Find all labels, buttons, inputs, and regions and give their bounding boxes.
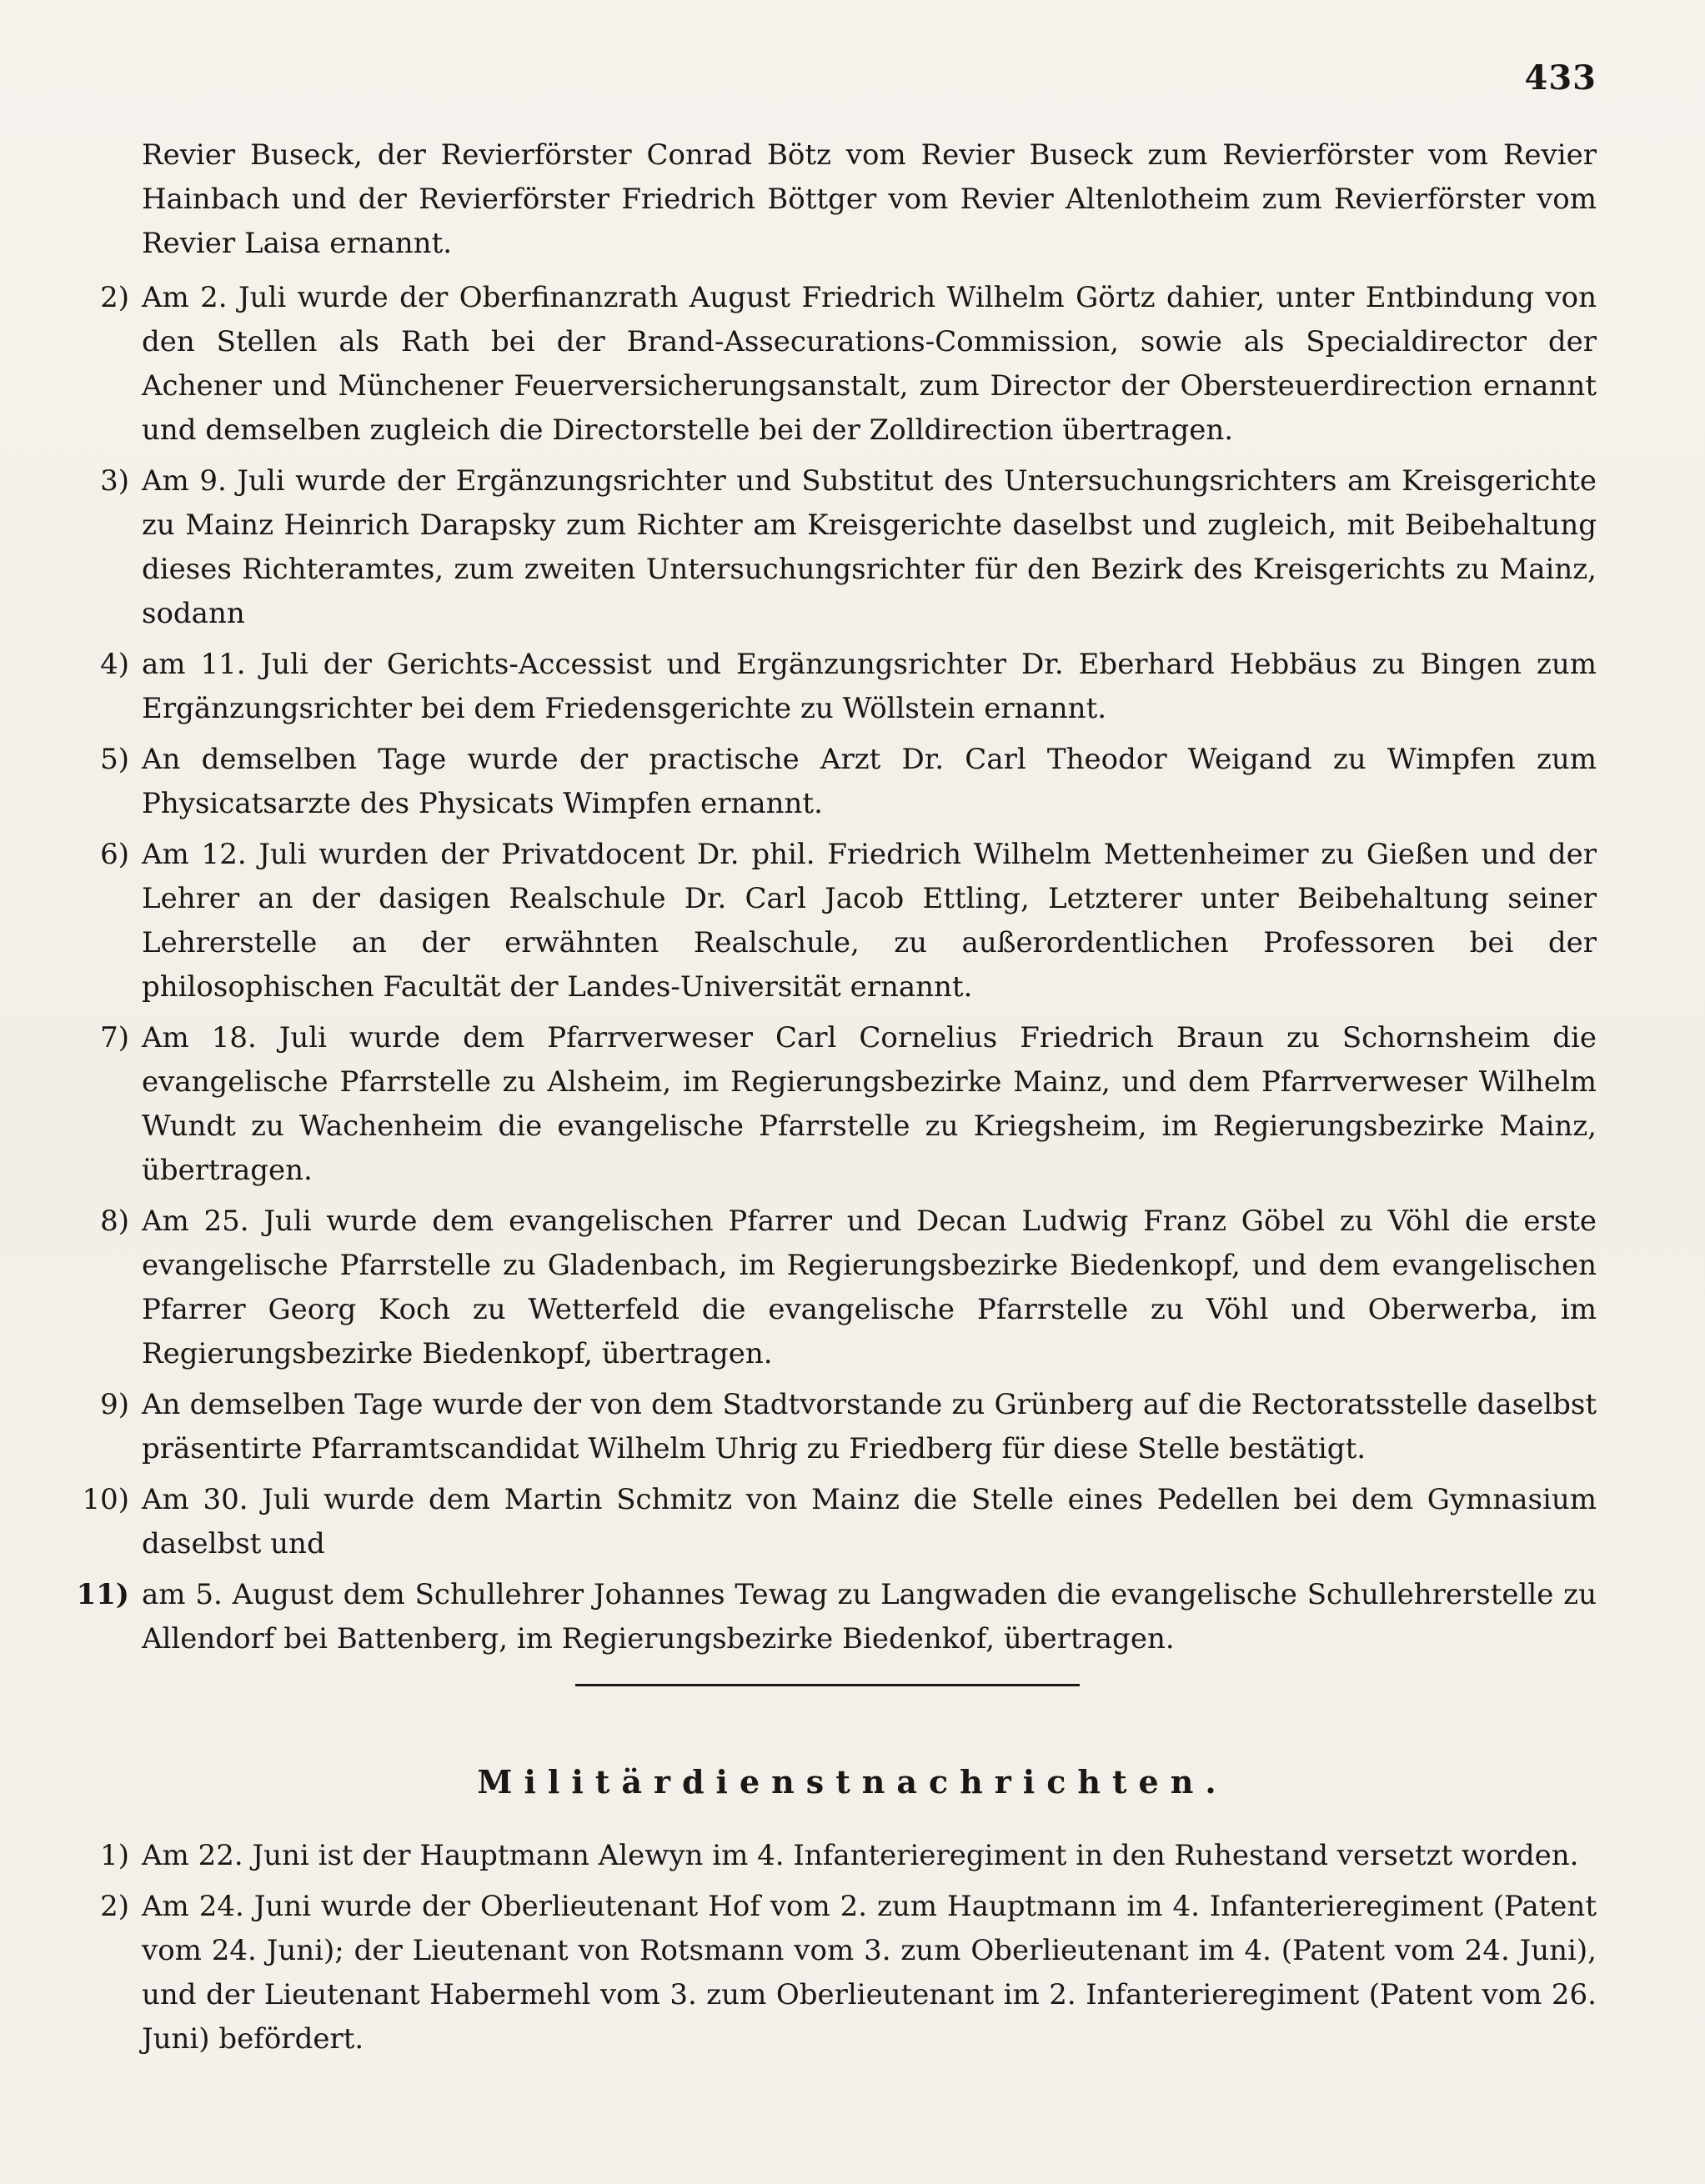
item-number: 2) bbox=[100, 281, 129, 314]
item-text: Am 2. Juli wurde der Oberfinanzrath August Friedrich Wilhelm Görtz dahier, unter Entbindung von den Stellen als Rath bei der Brand-Assecurations-Commission, sowie als Specialdirector der Achener und Münchener Feuerversicherungsanstalt, zum Director der Obersteuerdirection ernannt und demselben zugleich die Directorstelle bei der Zolldirection übertragen. bbox=[142, 281, 1597, 447]
item-number: 3) bbox=[100, 464, 129, 498]
item-text: Am 24. Juni wurde der Oberlieutenant Hof vom 2. zum Hauptmann im 4. Infanterieregiment (Patent vom 24. Juni); der Lieutenant von Rotsmann vom 3. zum Oberlieutenant im 4. (Patent vom 24. Juni), und der Lieutenant Habermehl vom 3. zum Oberlieutenant im 2. Infanterieregiment (Patent vom 26. Juni) befördert. bbox=[142, 1890, 1597, 2056]
item-number: 9) bbox=[100, 1388, 129, 1421]
list-item bbox=[82, 1478, 1597, 1566]
list-item bbox=[100, 1834, 1597, 1878]
section-title: Militärdienstnachrichten. bbox=[477, 1763, 1228, 1801]
list-item bbox=[100, 1885, 1597, 2061]
list-item bbox=[100, 459, 1597, 636]
item-number: 8) bbox=[100, 1205, 129, 1238]
item-number: 5) bbox=[100, 743, 129, 776]
item-text: An demselben Tage wurde der von dem Stadtvorstande zu Grünberg auf die Rectoratsstelle daselbst präsentirte Pfarramtscandidat Wilhelm Uhrig zu Friedberg für diese Stelle bestätigt. bbox=[142, 1388, 1597, 1465]
military-news-list bbox=[100, 1834, 1597, 2068]
item-number: 11) bbox=[76, 1578, 129, 1611]
list-item bbox=[100, 1200, 1597, 1376]
list-item bbox=[100, 1383, 1597, 1471]
page-number: 433 bbox=[1524, 58, 1597, 98]
item-text: An demselben Tage wurde der practische Arzt Dr. Carl Theodor Weigand zu Wimpfen zum Physicatsarzte des Physicats Wimpfen ernannt. bbox=[142, 743, 1597, 820]
list-item bbox=[76, 1573, 1597, 1661]
item-number: 1) bbox=[100, 1839, 129, 1872]
item-text: Am 12. Juli wurden der Privatdocent Dr. phil. Friedrich Wilhelm Mettenheimer zu Gießen und der Lehrer an der dasigen Realschule Dr. Carl Jacob Ettling, Letzterer unter Beibehaltung seiner Lehrerstelle an der erwähnten Realschule, zu außerordentlichen Professoren bei der philosophischen Facultät der Landes-Universität ernannt. bbox=[142, 838, 1597, 1004]
item-text: Am 30. Juli wurde dem Martin Schmitz von Mainz die Stelle eines Pedellen bei dem Gymnasium daselbst und bbox=[142, 1483, 1597, 1560]
item-number: 10) bbox=[82, 1483, 129, 1516]
item-text: Am 9. Juli wurde der Ergänzungsrichter und Substitut des Untersuchungsrichters am Kreisgerichte zu Mainz Heinrich Darapsky zum Richter am Kreisgerichte daselbst und zugleich, mit Beibehaltung dieses Richteramtes, zum zweiten Untersuchungsrichter für den Bezirk des Kreisgerichts zu Mainz, sodann bbox=[142, 464, 1597, 630]
item-text: am 11. Juli der Gerichts-Accessist und Ergänzungsrichter Dr. Eberhard Hebbäus zu Bingen zum Ergänzungsrichter bei dem Friedensgerichte zu Wöllstein ernannt. bbox=[142, 648, 1597, 725]
list-item bbox=[100, 833, 1597, 1009]
item-number: 4) bbox=[100, 648, 129, 681]
item-text: am 5. August dem Schullehrer Johannes Tewag zu Langwaden die evangelische Schullehrerstelle zu Allendorf bei Battenberg, im Regierungsbezirke Biedenkof, übertragen. bbox=[142, 1578, 1597, 1656]
item-text: Am 22. Juni ist der Hauptmann Alewyn im 4. Infanterieregiment in den Ruhestand versetzt worden. bbox=[142, 1839, 1579, 1872]
item-number: 7) bbox=[100, 1021, 129, 1054]
list-item bbox=[100, 643, 1597, 731]
list-item bbox=[100, 276, 1597, 453]
list-item bbox=[100, 738, 1597, 826]
item-number: 6) bbox=[100, 838, 129, 871]
section-divider bbox=[575, 1684, 1080, 1686]
item-text: Am 25. Juli wurde dem evangelischen Pfarrer und Decan Ludwig Franz Göbel zu Vöhl die erste evangelische Pfarrstelle zu Gladenbach, im Regierungsbezirke Biedenkopf, und dem evangelischen Pfarrer Georg Koch zu Wetterfeld die evangelische Pfarrstelle zu Vöhl und Oberwerba, im Regierungsbezirke Biedenkopf, übertragen. bbox=[142, 1205, 1597, 1370]
list-item bbox=[100, 1016, 1597, 1193]
item-number: 2) bbox=[100, 1890, 129, 1923]
civil-appointments-list bbox=[76, 276, 1597, 1668]
item-text: Am 18. Juli wurde dem Pfarrverweser Carl Cornelius Friedrich Braun zu Schornsheim die evangelische Pfarrstelle zu Alsheim, im Regierungsbezirke Mainz, und dem Pfarrverweser Wilhelm Wundt zu Wachenheim die evangelische Pfarrstelle zu Kriegsheim, im Regierungsbezirke Mainz, übertragen. bbox=[142, 1021, 1597, 1187]
continuation-paragraph: Revier Buseck, der Revierförster Conrad Bötz vom Revier Buseck zum Revierförster vom Revier Hainbach und der Revierförster Friedrich Böttger vom Revier Altenlotheim zum Revierförster vom Revier Laisa ernannt. bbox=[142, 138, 1597, 260]
